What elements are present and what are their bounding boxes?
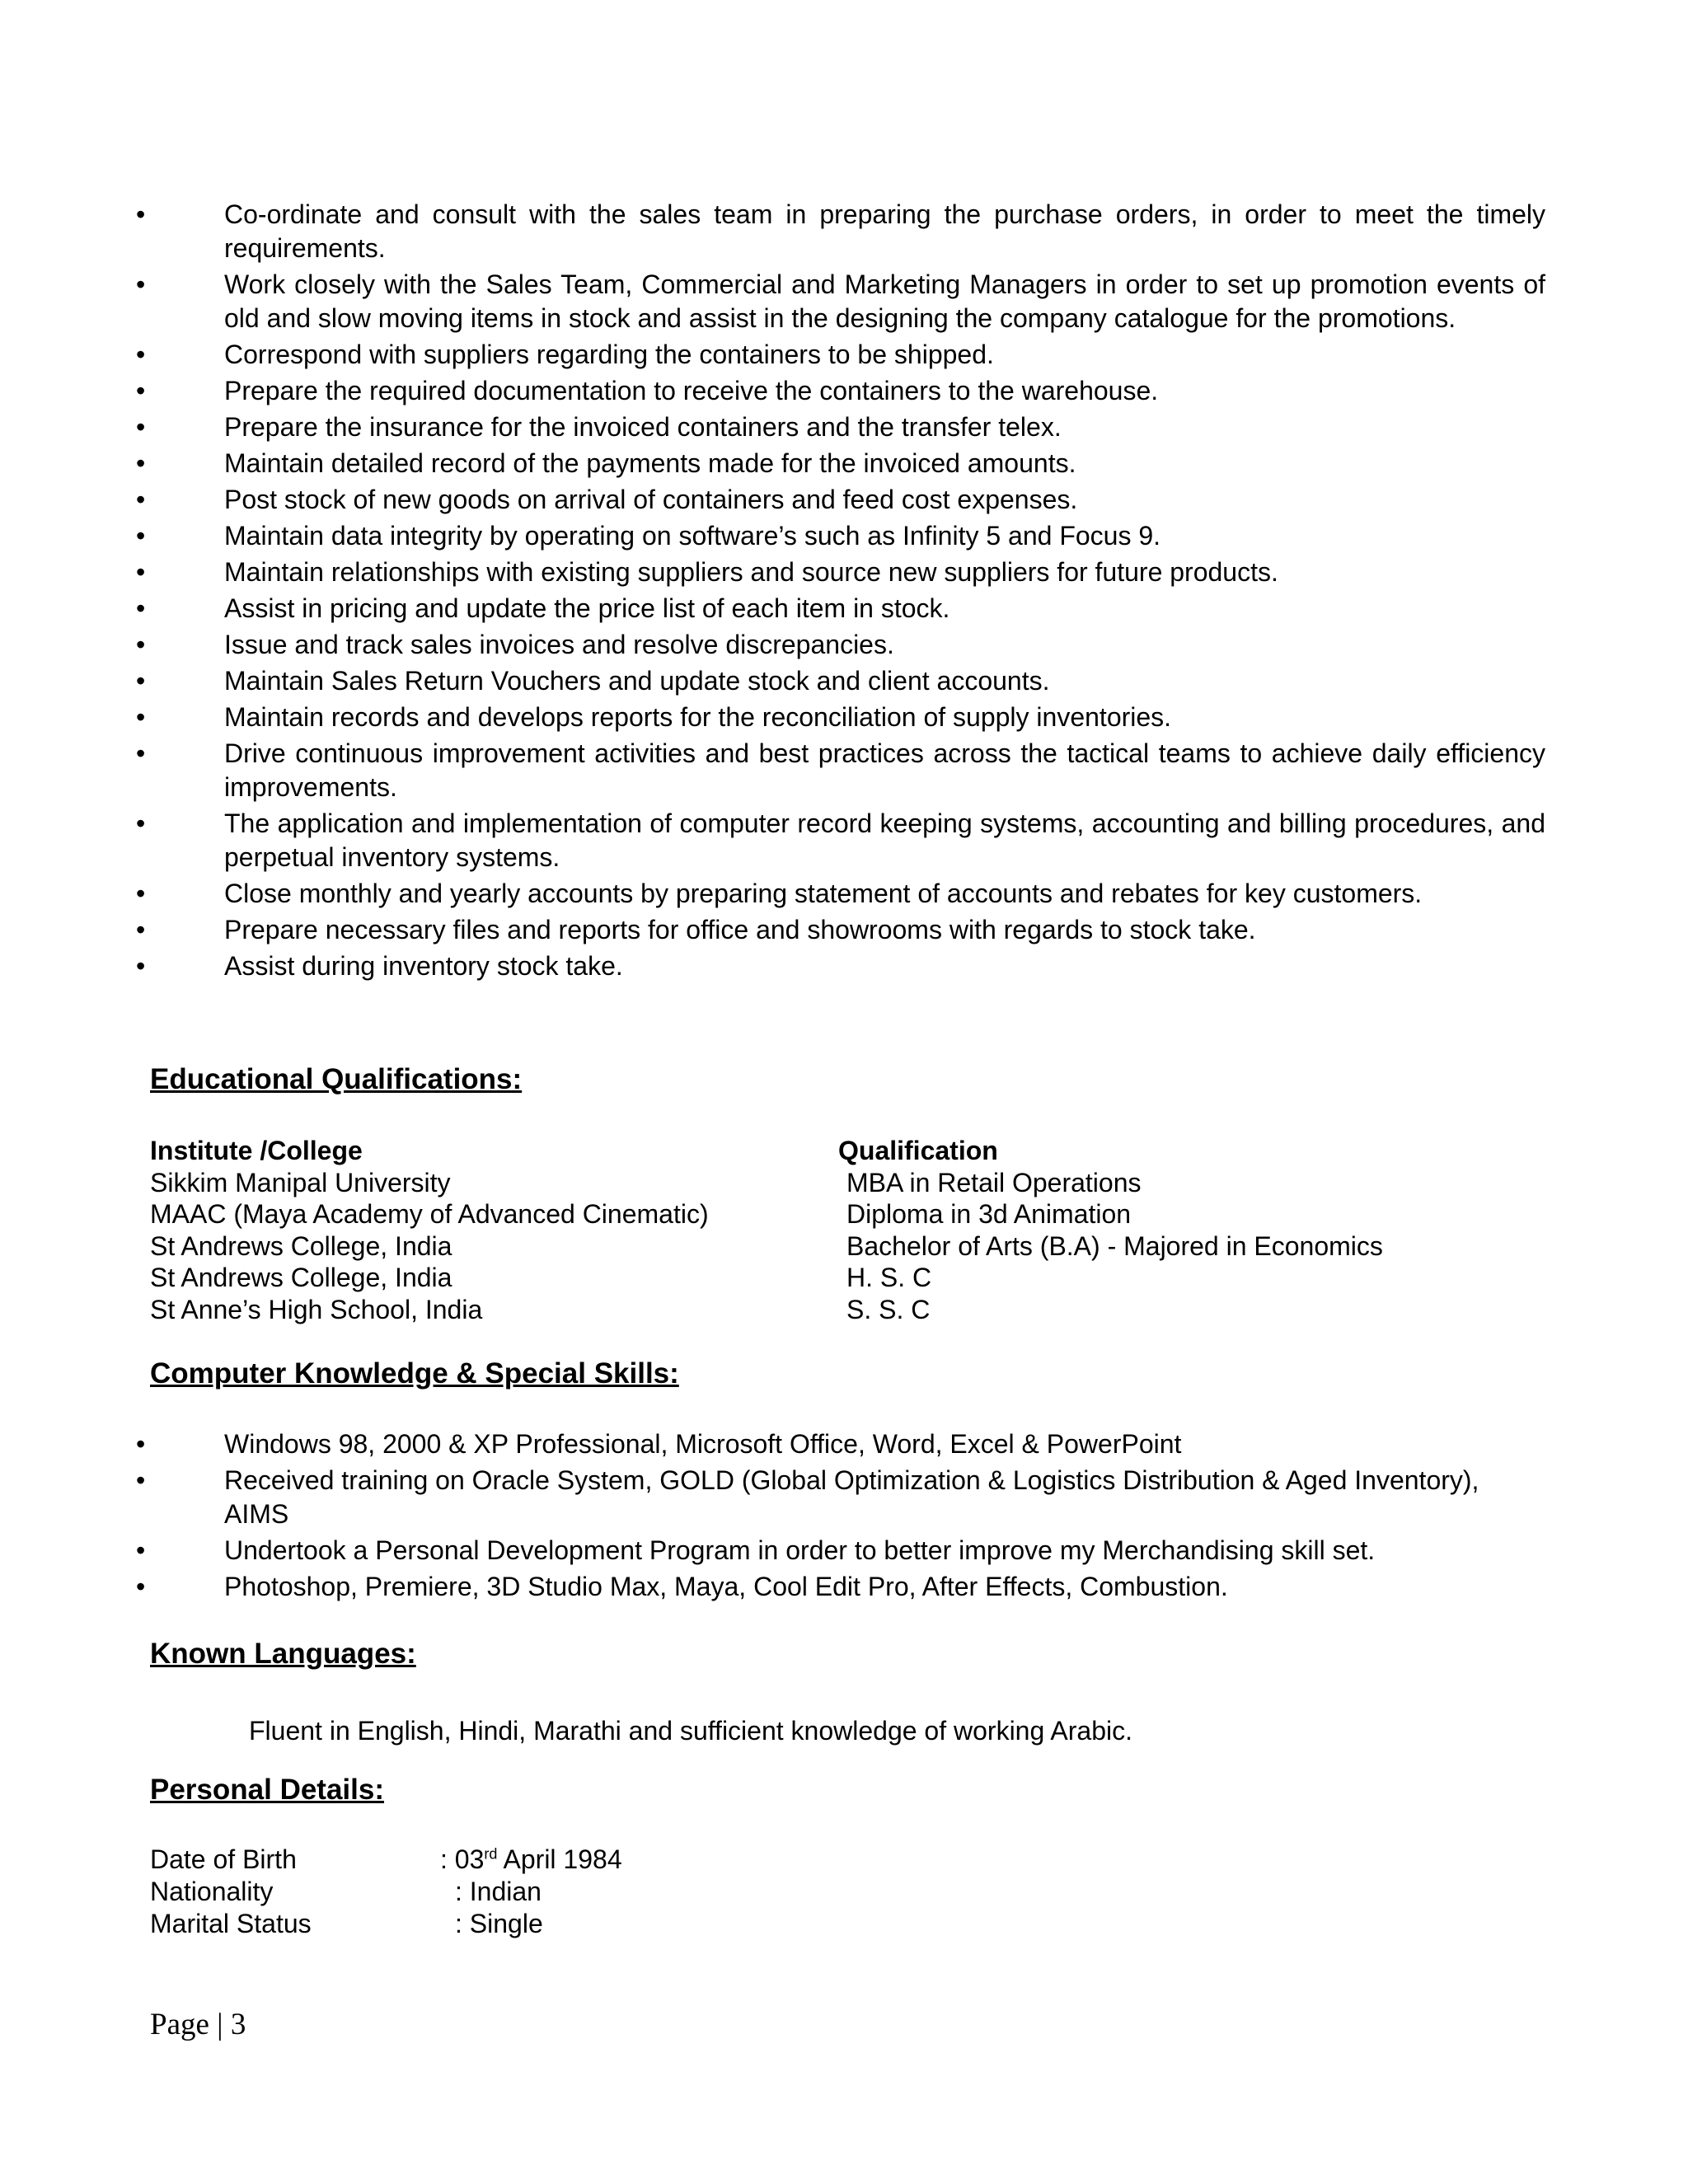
skills-list (136, 1427, 1545, 1606)
institute-cell: St Anne’s High School, India (150, 1294, 483, 1324)
list-item: • Maintain Sales Return Vouchers and update stock and client accounts. (136, 664, 1545, 698)
list-item: • Windows 98, 2000 & XP Professional, Microsoft Office, Word, Excel & PowerPoint (136, 1427, 1545, 1461)
column-header-institute: Institute /College (150, 1136, 363, 1165)
list-item: • Maintain relationships with existing suppliers and source new suppliers for future products. (136, 555, 1545, 589)
marital-status-value: : Single (455, 1909, 543, 1938)
table-row (150, 1294, 1551, 1326)
list-item: • Correspond with suppliers regarding the containers to be shipped. (136, 338, 1545, 372)
institute-cell: Sikkim Manipal University (150, 1167, 451, 1197)
bullet-icon: • (136, 448, 146, 478)
column-header-qualification: Qualification (838, 1136, 998, 1165)
education-heading: Educational Qualifications: (150, 1063, 523, 1095)
list-item: • Photoshop, Premiere, 3D Studio Max, Maya, Cool Edit Pro, After Effects, Combustion. (136, 1570, 1545, 1604)
institute-cell: St Andrews College, India (150, 1263, 452, 1292)
list-item: • Work closely with the Sales Team, Commercial and Marketing Managers in order to set up promotion events of old and slow moving items in stock and assist in the designing the company catalogue for the promotions. (136, 269, 1545, 333)
bullet-icon: • (136, 376, 146, 405)
bullet-icon: • (136, 951, 146, 981)
qualification-cell: H. S. C (846, 1263, 932, 1292)
nationality-value: : Indian (455, 1877, 542, 1906)
list-item: • Close monthly and yearly accounts by preparing statement of accounts and rebates for key customers. (136, 877, 1545, 911)
personal-heading: Personal Details: (150, 1774, 384, 1806)
responsibilities-list (136, 198, 1545, 986)
institute-cell: MAAC (Maya Academy of Advanced Cinematic) (150, 1199, 709, 1229)
education-table (150, 1135, 1551, 1325)
languages-text: Fluent in English, Hindi, Marathi and sufficient knowledge of working Arabic. (249, 1716, 1132, 1746)
qualification-cell: Bachelor of Arts (B.A) - Majored in Economics (846, 1230, 1383, 1261)
bullet-icon: • (136, 879, 146, 908)
list-item: • Assist in pricing and update the price list of each item in stock. (136, 592, 1545, 626)
bullet-icon: • (136, 1465, 146, 1495)
table-row (150, 1844, 622, 1876)
list-item: • Prepare necessary files and reports for office and showrooms with regards to stock take. (136, 913, 1545, 947)
table-row (150, 1262, 1551, 1294)
personal-details (150, 1844, 622, 1940)
bullet-icon: • (136, 199, 146, 229)
bullet-icon: • (136, 630, 146, 659)
list-item: • Maintain records and develops reports for the reconciliation of supply inventories. (136, 701, 1545, 734)
list-item: • Prepare the required documentation to receive the containers to the warehouse. (136, 374, 1545, 408)
list-item: • Received training on Oracle System, GOLD (Global Optimization & Logistics Distribution & Aged Inventory), AIMS (136, 1465, 1479, 1529)
bullet-icon: • (136, 412, 146, 442)
bullet-icon: • (136, 1572, 146, 1601)
bullet-icon: • (136, 521, 146, 551)
table-row (150, 1167, 1551, 1199)
bullet-icon: • (136, 666, 146, 696)
bullet-icon: • (136, 702, 146, 732)
page-number: Page | 3 (150, 2008, 246, 2041)
institute-cell: St Andrews College, India (150, 1230, 452, 1261)
qualification-cell: S. S. C (846, 1294, 931, 1324)
list-item: • Issue and track sales invoices and resolve discrepancies. (136, 628, 1545, 662)
dob-label: Date of Birth (150, 1844, 297, 1874)
table-header-row (150, 1135, 1551, 1167)
bullet-icon: • (136, 340, 146, 369)
table-row (150, 1198, 1551, 1230)
list-item: • Drive continuous improvement activities and best practices across the tactical teams to achieve daily efficiency improvements. (136, 738, 1545, 802)
bullet-icon: • (136, 915, 146, 944)
bullet-icon: • (136, 738, 146, 768)
table-row (150, 1876, 622, 1908)
list-item: • The application and implementation of computer record keeping systems, accounting and billing procedures, and perpetual inventory systems. (136, 808, 1545, 872)
bullet-icon: • (136, 808, 146, 838)
skills-heading: Computer Knowledge & Special Skills: (150, 1357, 679, 1390)
table-row (150, 1230, 1551, 1263)
list-item: • Co-ordinate and consult with the sales team in preparing the purchase orders, in order to meet the timely requirements. (136, 199, 1545, 263)
list-item: • Maintain data integrity by operating on software’s such as Infinity 5 and Focus 9. (136, 519, 1545, 553)
qualification-cell: Diploma in 3d Animation (846, 1199, 1132, 1229)
bullet-icon: • (136, 269, 146, 299)
marital-status-label: Marital Status (150, 1909, 312, 1938)
table-row (150, 1908, 622, 1940)
bullet-icon: • (136, 593, 146, 623)
list-item: • Maintain detailed record of the payments made for the invoiced amounts. (136, 447, 1545, 480)
qualification-cell: MBA in Retail Operations (846, 1167, 1142, 1197)
bullet-icon: • (136, 1429, 146, 1459)
nationality-label: Nationality (150, 1877, 274, 1906)
list-item: • Assist during inventory stock take. (136, 949, 1545, 983)
dob-value: : 03rd April 1984 (440, 1844, 622, 1874)
languages-heading: Known Languages: (150, 1638, 416, 1670)
list-item: • Prepare the insurance for the invoiced containers and the transfer telex. (136, 410, 1545, 444)
list-item: • Post stock of new goods on arrival of containers and feed cost expenses. (136, 483, 1545, 517)
list-item: • Undertook a Personal Development Program in order to better improve my Merchandising skill set. (136, 1534, 1545, 1568)
bullet-icon: • (136, 485, 146, 514)
bullet-icon: • (136, 557, 146, 587)
bullet-icon: • (136, 1535, 146, 1565)
